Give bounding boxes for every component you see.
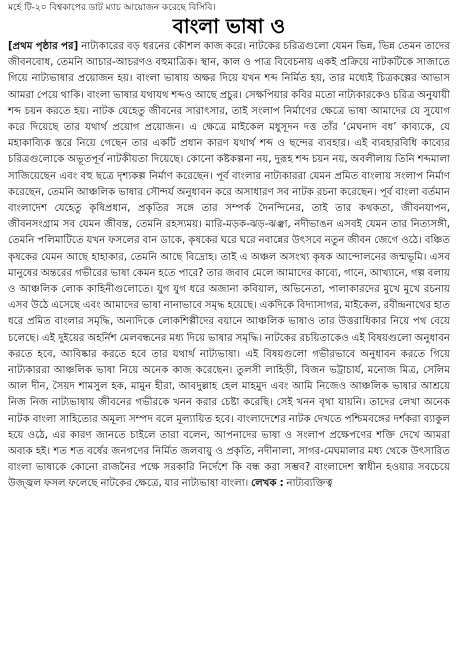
top-strip-text: মর্হে টি-২০ বিশ্বকাপের ডাট ম্যাচ আয়োজন করেছে বিসিবি। bbox=[8, 3, 216, 13]
headline: বাংলা ভাষা ও bbox=[172, 14, 286, 38]
byline-label: লেখক : bbox=[251, 478, 284, 490]
article-text: নাট্যকারের বড় ধরনের কৌশল কাজ করে। নাটকের চরিত্রগুলো যেমন ভিন্ন, ভিন্ন তেমন তাদের জীবনবোধ, তেমনি আচার-আচরণও বহুমাত্রিক। স্থান, কাল ও পাত্র বিবেচনায় একই প্রক্রিয়ে নাটকটিকে সাজাতে গিয়ে নাট্যভাষার প্রয়োজন হয়। বাংলা ভাষায় অক্ষর দিয়ে যখন শব্দ নির্মিত হয়, তার মধ্যেই চিত্রকল্পের আভাস আমরা পেয়ে থাকি। বাংলা ভাষার যথাযথ শব্দও আছে প্রচুর। সেক্ষপিয়ার কবির মতো নাট্যকারকেও চরিত্র অনুযায়ী শব্দ চয়ন করতে হয়। নাটক যেহেতু জীবনের সারাৎসার, তাই সংলাপ নির্মাণের ক্ষেত্রে ভাষা আমাদের যে সুযোগ করে দিয়েছে তার যথার্থ প্রয়োগ প্রয়োজন। এ ক্ষেত্রে মাইকেল মধুসূদন দত্ত তাঁর ‘মেঘনাদ বধ’ কাব্যকে, যে মহাকাব্যিক স্তরে নিয়ে গেছেন তার একটি প্রধান কারণ যথার্থ শব্দ ও ছন্দের ব্যবহার। এই ব্যবহারবিধি কাব্যের চরিত্রগুলোকে অভূতপূর্ব নাটকীয়তা দিয়েছে। কোনো কষ্টকল্পনা নয়, দুরূহ শব্দ চয়ন নয়, অবলীলায় তিনি শব্দমালা সাজিয়েছেন এবং বহু ছত্রে দৃশ্যকল্প নির্মাণ করেছেন। পূর্ব বাংলার নাট্যকাররা যেমন প্রমিত বাংলায় সংলাপ নির্মাণ করেছেন, তেমনি আঞ্চলিক ভাষার সৌন্দর্য অনুধাবন করে অসাধারণ সব নাটক রচনা করেছেন। পূর্ব বাংলা বর্তমান বাংলাদেশ যেহেতু কৃষিপ্রধান, প্রকৃতির সঙ্গে তার সম্পর্ক দৈনন্দিনের, তাই তার কথকতা, জীবনযাপন, জীবনসংগ্রাম সব যেমন জীবন্ত, তেমনি রহস্যময়। মারি-মড়ক-ঝড়-ঝঞ্ঝা, নদীভাঙন এসবই যেমন তার নিত্যসঙ্গী, তেমনি পলিমাটিতে যখন ফসলের বান ডাকে, কৃষকের ঘরে ঘরে নবান্নের উৎসবে নতুন জীবন জেগে ওঠে। বঞ্চিত কৃষকের যেমন আছে হাহাকার, তেমনি আছে বিদ্রোহ। তাই এ অঞ্চল অসংখ্য কৃষক আন্দোলনের জন্মভূমি। এসব মানুষের অন্তরের গভীরের ভাষা কেমন হতে পারে? তার জবাব মেলে আমাদের কাব্যে, গানে, আখ্যানে, গল্প বলায় ও আঞ্চলিক লোক কাহিনীগুলোতে। যুগ যুগ ধরে অজানা কবিয়াল, অভিনেতা, পালাকারদের মুখে মুখে রচনায় এসব উঠে এসেছে এবং আমাদের ভাষা নানাভাবে সমৃদ্ধ হয়েছে। একদিকে বিদ্যাসাগর, মাইকেল, রবীন্দ্রনাথের হাত ধরে প্রমিত বাংলার সমৃদ্ধি, অন্যদিকে লোকশিল্পীদের বয়ানে আঞ্চলিক ভাষাও তার উত্তরাধিকার নিয়ে পথ বেয়ে চলেছে। এই দুইয়ের অহর্নিশ মেলবন্ধনের মধ্য দিয়ে ভাষার সমৃদ্ধি। নাটকের রচয়িতাকেও এই বিষয়গুলো অনুধাবন করতে হবে, আবিষ্কার করতে হবে তার যথার্থ নাট্যভাষা। এই বিষয়গুলো গভীরভাবে অনুধাবন করতে গিয়ে নাট্যকাররা আঞ্চলিক ভাষা নিয়ে অনেক কাজ করেছেন। তুলসী লাহিড়ী, বিজন ভট্টাচার্য, মনোজ মিত্র, সেলিম আল দীন, সৈয়দ শামসুল হক, মামুন হীরা, আবদুল্লাহ হেল মাহমুদ এবং আমি নিজেও আঞ্চলিক ভাষার আশ্রয়ে নিজ নিজ নাট্যভাষায় জীবনের গভীরকে খনন করার চেষ্টা করেছি। সেই খনন বৃথা যায়নি। তাদের লেখা অনেক নাটক বাংলা সাহিত্যের অমূল্য সম্পদ বলে মূল্যায়িত হবে। বাংলাদেশের নাটক দেখতে পশ্চিমবঙ্গের দর্শকরা ব্যাকুল হয়ে ওঠে, এর কারণ জানতে চাইলে তারা বলেন, আপনাদের ভাষা ও সংলাপ প্রক্ষেপণের শক্তি দেখে আমরা অবাক হই। শত শত বর্ষের জনগণের নির্মিত জলবায়ু ও প্রকৃতি, নদীনালা, সাগর-মেঘমালার মধ্য থেকে উৎসারিত বাংলা ভাষাকে কোনো রাজনৈর পক্ষে সরকারি নির্দেশে কি বন্ধ করা সম্ভব? বাংলাদেশ স্বাধীন হওয়ার সবচেয়ে উজ্জ্বল ফসল ফলেছে নাটকের ক্ষেত্রে, যার নাট্যভাষা বাংলা। bbox=[8, 41, 450, 490]
byline-value: নাট্যব্যক্তিত্ব bbox=[286, 478, 333, 490]
article-body bbox=[8, 39, 450, 493]
article-lead: [প্রথম পৃষ্ঠার পর] bbox=[8, 41, 79, 52]
